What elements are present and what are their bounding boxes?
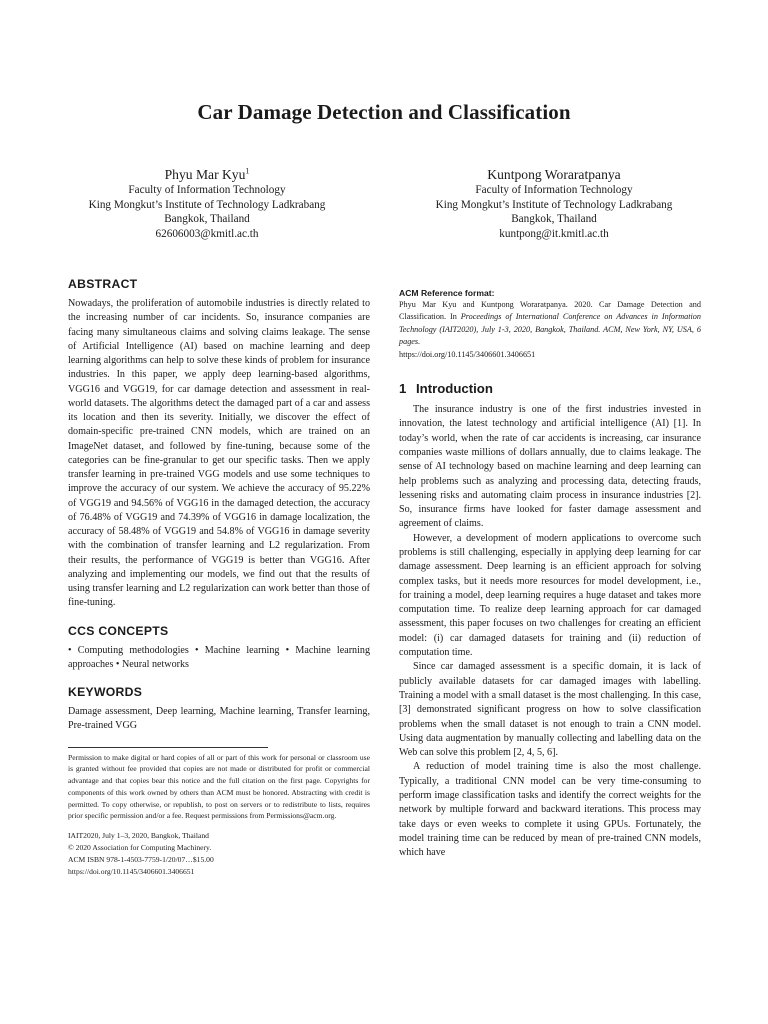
intro-paragraph: However, a development of modern applications to overcome such problems is still challenging, especially in applying deep learning for car damage assessment. Deep learning is an efficient approach for solving complex tasks, but it needs more resources for model development, i.e., for training a model, deep learning requires a huge dataset and takes more computation time. To realize deep learning approach for car damaged assessment, this paper focuses on two challenges for creating an efficient model: (i) car damaged datasets for training and (ii) reduction of computation time. xyxy=(399,532,701,659)
author-footnote-marker: 1 xyxy=(245,166,250,176)
conference-info xyxy=(68,830,370,877)
author-affiliation: Faculty of Information Technology xyxy=(475,184,633,196)
author-location: Bangkok, Thailand xyxy=(511,213,597,226)
author-email[interactable]: 62606003@kmitl.ac.th xyxy=(155,227,259,240)
doi-link[interactable]: https://doi.org/10.1145/3406601.3406651 xyxy=(68,866,195,876)
abstract-text: Nowadays, the proliferation of automobile industries is directly related to the increasing number of car incidents. So, insurance companies are facing many simultaneous claims and solving claims leakage. The sense of Artificial Intelligence (AI) based on machine learning and deep learning algorithms can help to solve these kinds of problem for insurance industries. In this paper, we apply deep learning-based algorithms, VGG16 and VGG19, for car damage detection and assessment in real-world datasets. The algorithms detect the damaged part of a car and assess its location and then its severity. Initially, we discover the effect of domain-specific pre-trained CNN models, which are trained on an ImageNet dataset, and followed by fine-tuning, because some of the categories can be fine-granular to get our specific tasks. Then we apply transfer learning in pre-trained VGG models and use some techniques to improve the accuracy of our system. We achieve the accuracy of 95.22% of VGG19 and 94.56% of VGG16 in the damaged detection, the accuracy of 76.48% of VGG19 and 74.39% of VGG16 in damage localization, the accuracy of 58.48% of VGG19 and 54.8% of VGG16 in damage severity with the combination of transfer learning and L2 regularization. From their results, the performance of VGG19 is better than VGG16. After analyzing and implementing our models, we find out that the results of using transfer learning and L2 regularization can work better than those of fine-tuning. xyxy=(68,298,370,609)
author-block-1 xyxy=(47,166,367,241)
author-name: Kuntpong Woraratpanya xyxy=(487,167,621,182)
keywords-heading: KEYWORDS xyxy=(68,685,143,699)
introduction-heading: 1 Introduction xyxy=(399,381,493,397)
conference-line: IAIT2020, July 1–3, 2020, Bangkok, Thailand xyxy=(68,831,209,841)
left-column xyxy=(68,276,370,877)
acm-reference-doi[interactable]: https://doi.org/10.1145/3406601.3406651 xyxy=(399,349,536,359)
ccs-concepts-text: • Computing methodologies • Machine learning • Machine learning approaches • Neural networks xyxy=(68,644,370,670)
author-institute: King Mongkut’s Institute of Technology Ladkrabang xyxy=(88,198,326,211)
author-email[interactable]: kuntpong@it.kmitl.ac.th xyxy=(499,227,609,240)
abstract-heading: ABSTRACT xyxy=(68,277,138,291)
copyright-line: © 2020 Association for Computing Machinery. xyxy=(68,843,212,853)
author-block-2 xyxy=(394,166,714,241)
author-institute: King Mongkut’s Institute of Technology Ladkrabang xyxy=(435,198,673,211)
author-name: Phyu Mar Kyu$^1$ xyxy=(164,166,250,182)
keywords-text: Damage assessment, Deep learning, Machine learning, Transfer learning, Pre-trained VGG xyxy=(68,706,370,732)
intro-paragraph: Since car damaged assessment is a specific domain, it is lack of publicly available datasets for car damaged images with labelling. Training a model with a small dataset is the most challenging. In this case, [3] demonstrated significant progress on how to solve classification problems when the small dataset is not enough to train a CNN model. Using data augmentation by manually collecting and labelling data on the Web can solve this problem [2, 4, 5, 6]. xyxy=(399,661,701,759)
section-number: 1 xyxy=(399,381,407,397)
acm-reference-text: Phyu Mar Kyu and Kuntpong Woraratpanya. 2020. Car Damage Detection and Classification. In Proceedings of International Conference on Advances in Information Technology (IAIT2020), July 1-3, 2020, Bangkok, Thailand. ACM, New York, NY, USA, 6 pages. https://doi.org/10.1145/3406601.3406651 xyxy=(399,300,701,359)
author-location: Bangkok, Thailand xyxy=(164,213,250,226)
acm-reference-heading: ACM Reference format: xyxy=(399,288,495,298)
author-affiliation: Faculty of Information Technology xyxy=(128,184,286,196)
ccs-heading: CCS CONCEPTS xyxy=(68,623,169,638)
paper-title: Car Damage Detection and Classification xyxy=(197,100,571,124)
intro-paragraph: The insurance industry is one of the first industries invested in innovation, the latest technology and artificial intelligence (AI) [1]. In today’s world, when the rate of car accidents is increasing, car insurance companies waste millions of dollars annually, due to claims leakage. The sense of AI technology based on machine learning and deep learning can help problems such as analyzing and processing data, detecting frauds, lessening risks and automating claim process in insurance industries [2]. So, insurance firms have looked for faster damage assessment and agreement of claims. xyxy=(399,404,701,530)
right-column xyxy=(399,287,701,861)
isbn-line: ACM ISBN 978-1-4503-7759-1/20/07…$15.00 xyxy=(68,854,214,864)
intro-paragraph: A reduction of model training time is also the most challenge. Typically, a traditional CNN model can be very time-consuming to perform image classification tasks and identify the correct weights for the network by multiple forward and backward iterations. This process may take days or even weeks to complete it using GPUs. Fortunately, the model training time can be reduced by mean of pre-trained CNN models, which have xyxy=(399,761,701,859)
permission-notice: Permission to make digital or hard copies of all or part of this work for personal or classroom use is granted without fee provided that copies are not made or distributed for profit or commercial advantage and that copies bear this notice and the full citation on the first page. Copyrights for components of this work owned by others than ACM must be honored. Abstracting with credit is permitted. To copy otherwise, or republish, to post on servers or to redistribute to lists, requires prior specific permission and/or a fee. Request permissions from Permissions@acm.org. xyxy=(68,752,370,821)
footnote-divider xyxy=(68,747,268,748)
